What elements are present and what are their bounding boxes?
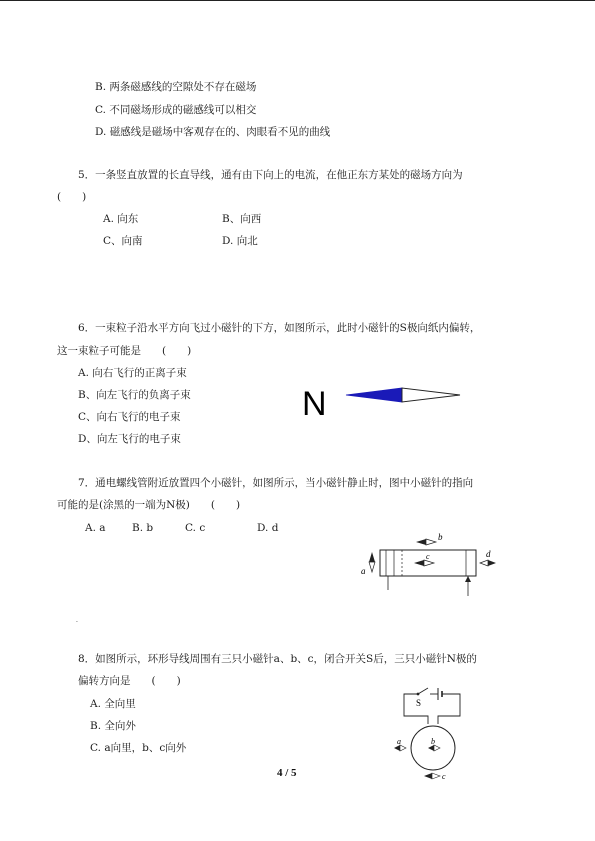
- q7-option-b: B. b: [132, 522, 154, 534]
- q8-stem-line1: 8．如图所示，环形导线周围有三只小磁针a、b、c，闭合开关S后，三只小磁针N极的: [78, 653, 477, 665]
- q4-option-b: B. 两条磁感线的空隙处不存在磁场: [95, 81, 257, 93]
- current-arrow-icon: [465, 576, 471, 582]
- q7-option-d: D. d: [257, 522, 279, 534]
- magnetic-needle-s-half: [402, 388, 460, 402]
- q8-option-b: B. 全向外: [90, 720, 136, 732]
- page-number: 4 / 5: [277, 767, 297, 779]
- switch-label: S: [416, 698, 422, 708]
- needle-c-label: c: [426, 552, 430, 561]
- q8-option-a: A. 全向里: [90, 698, 136, 710]
- q7-option-a: A. a: [85, 522, 106, 534]
- q5-option-a: A. 向东: [103, 213, 139, 225]
- stray-mark: .: [76, 617, 78, 624]
- magnetic-needle-n-half: [346, 388, 402, 402]
- page-top-border: [0, 0, 595, 1]
- needle-d-s: [480, 560, 488, 566]
- q5-stem-line1: 5．一条竖直放置的长直导线，通有由下向上的电流，在他正东方某处的磁场方向为: [78, 169, 463, 181]
- needle-d-label: d: [486, 549, 491, 559]
- q8-option-c: C. a向里，b、c向外: [90, 742, 187, 754]
- needle-a-n: [369, 552, 375, 562]
- needle-c-n: [414, 560, 424, 566]
- needle-a-label: a: [397, 737, 401, 746]
- q6-option-b: B、向左飞行的负离子束: [78, 389, 191, 401]
- q5-option-b: B、向西: [222, 213, 262, 225]
- q6-stem-line1: 6．一束粒子沿水平方向飞过小磁针的下方，如图所示，此时小磁针的S极向纸内偏转，: [78, 322, 481, 334]
- q7-option-c: C. c: [185, 522, 206, 534]
- needle-a-s: [369, 562, 375, 572]
- needle-b-label: b: [438, 532, 443, 542]
- q4-option-c: C. 不同磁场形成的磁感线可以相交: [95, 104, 257, 116]
- q8-stem-line2: 偏转方向是 ( ): [78, 675, 181, 687]
- q7-stem-line1: 7．通电螺线管附近放置四个小磁针，如图所示，当小磁针静止时，图中小磁针的指向: [78, 477, 474, 489]
- q6-figure-letter: N: [302, 385, 327, 422]
- switch-s: [418, 688, 428, 694]
- q6-stem-line2: 这一束粒子可能是 ( ): [57, 345, 192, 357]
- needle-c-s: [432, 773, 440, 779]
- q6-option-a: A. 向右飞行的正离子束: [78, 367, 187, 379]
- needle-b-label: b: [431, 737, 435, 746]
- q5-option-c: C、向南: [103, 235, 143, 247]
- q5-stem-line2: ( ): [57, 191, 87, 203]
- needle-b-s: [426, 539, 436, 545]
- needle-a-label: a: [361, 566, 366, 576]
- q6-option-d: D、向左飞行的电子束: [78, 433, 181, 445]
- q4-option-d: D. 磁感线是磁场中客观存在的、肉眼看不见的曲线: [95, 126, 331, 138]
- q6-figure: [298, 378, 468, 422]
- q5-option-d: D. 向北: [222, 235, 258, 247]
- q6-option-c: C、向右飞行的电子束: [78, 411, 181, 423]
- needle-c-n: [424, 773, 432, 779]
- q7-solenoid-figure: [358, 530, 498, 602]
- needle-c-label: c: [442, 772, 446, 781]
- q8-loop-figure: [388, 684, 470, 782]
- needle-b-n: [416, 539, 426, 545]
- q7-stem-line2: 可能的是(涂黑的一端为N极) ( ): [57, 499, 241, 511]
- needle-d-n: [488, 560, 496, 566]
